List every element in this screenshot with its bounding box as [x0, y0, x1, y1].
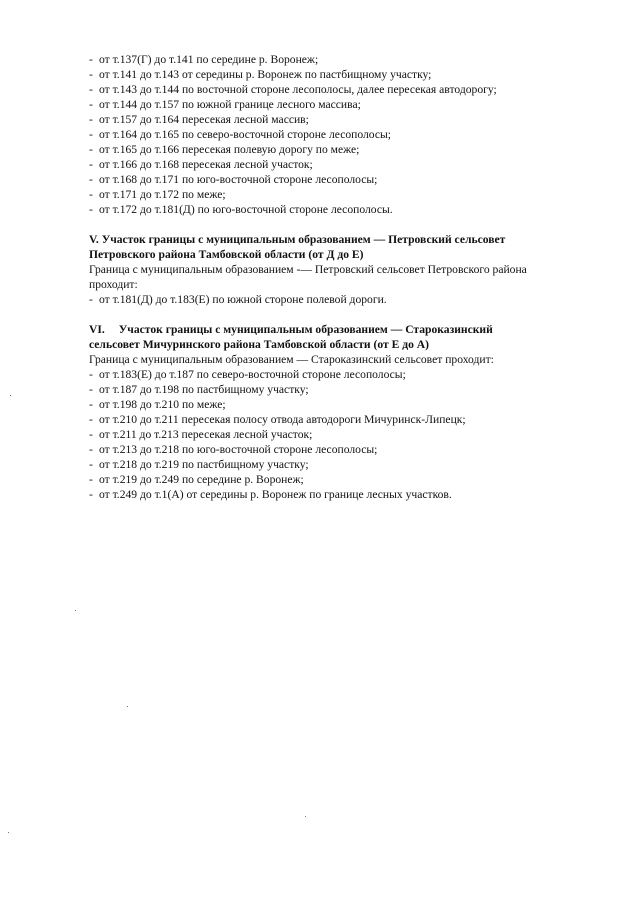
list-item: - от т.164 до т.165 по северо-восточной стороне лесополосы;	[89, 128, 392, 141]
list-item: - от т.143 до т.144 по восточной стороне лесополосы, далее пересекая автодорогу;	[89, 83, 497, 96]
section-intro: Граница с муниципальным образованием — Староказинский сельсовет проходит:	[89, 353, 494, 366]
scan-speck	[75, 610, 76, 611]
list-item: - от т.168 до т.171 по юго-восточной стороне лесополосы;	[89, 173, 378, 186]
scan-speck	[8, 832, 9, 833]
list-item: - от т.141 до т.143 от середины р. Воронеж по пастбищному участку;	[89, 68, 432, 81]
list-item: - от т.166 до т.168 пересекая лесной участок;	[89, 158, 313, 171]
scan-speck	[127, 706, 128, 707]
section-title-line: Участок границы с муниципальным образованием — Староказинский	[118, 323, 493, 336]
section-intro: проходит:	[89, 278, 138, 291]
section-title-line: сельсовет Мичуринского района Тамбовской области (от Е до А)	[89, 338, 430, 351]
list-item: - от т.157 до т.164 пересекая лесной массив;	[89, 113, 309, 126]
section-6-heading	[89, 322, 589, 352]
list-item: - от т.187 до т.198 по пастбищному участку;	[89, 383, 309, 396]
list-item: - от т.198 до т.210 по меже;	[89, 398, 226, 411]
list-item: - от т.172 до т.181(Д) по юго-восточной стороне лесополосы.	[89, 203, 393, 216]
document-body	[89, 52, 589, 502]
section-number: VI.	[89, 323, 105, 336]
list-item: - от т.211 до т.213 пересекая лесной участок;	[89, 428, 313, 441]
list-item: - от т.219 до т.249 по середине р. Воронеж;	[89, 473, 304, 486]
boundary-list-continued	[89, 52, 589, 217]
boundary-list-section-6	[89, 367, 589, 502]
list-item: - от т.210 до т.211 пересекая полосу отвода автодороги Мичуринск-Липецк;	[89, 413, 466, 426]
scan-speck	[10, 395, 11, 396]
section-intro: Граница с муниципальным образованием -— Петровский сельсовет Петровского района	[89, 263, 527, 276]
section-title-line: Участок границы с муниципальным образованием — Петровский сельсовет	[101, 233, 506, 246]
list-item: - от т.181(Д) до т.183(Е) по южной стороне полевой дороги.	[89, 293, 387, 306]
section-5-heading	[89, 232, 589, 262]
list-item: - от т.137(Г) до т.141 по середине р. Воронеж;	[89, 53, 319, 66]
section-number: V.	[89, 233, 99, 246]
list-item: - от т.249 до т.1(А) от середины р. Воронеж по границе лесных участков.	[89, 488, 452, 501]
scan-speck	[305, 816, 306, 817]
list-item: - от т.213 до т.218 по юго-восточной стороне лесополосы;	[89, 443, 378, 456]
list-item: - от т.144 до т.157 по южной границе лесного массива;	[89, 98, 361, 111]
list-item: - от т.218 до т.219 по пастбищному участку;	[89, 458, 309, 471]
list-item: - от т.165 до т.166 пересекая полевую дорогу по меже;	[89, 143, 360, 156]
section-title-line: Петровского района Тамбовской области (от Д до Е)	[89, 248, 364, 261]
list-item: - от т.171 до т.172 по меже;	[89, 188, 226, 201]
list-item: - от т.183(Е) до т.187 по северо-восточной стороне лесополосы;	[89, 368, 406, 381]
